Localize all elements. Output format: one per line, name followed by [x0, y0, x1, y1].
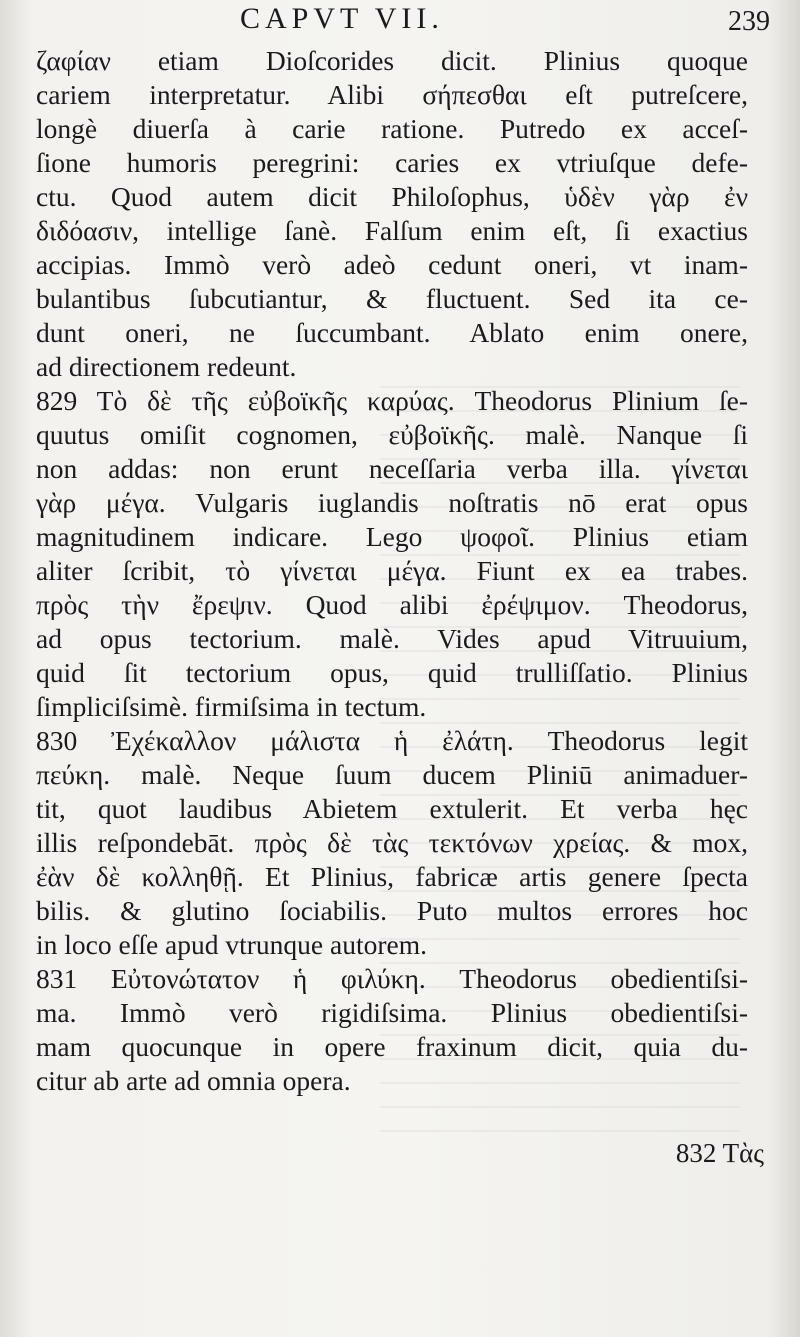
text-line: ἐὰν δὲ κολληθῇ. Et Plinius, fabricæ artis genere ſpecta — [36, 861, 748, 892]
text-line: πεύκη. malè. Neque ſuum ducem Pliniū animaduer- — [36, 759, 748, 790]
text-line: non addas: non erunt neceſſaria verba illa. γίνεται — [36, 453, 748, 484]
text-line: magnitudinem indicare. Lego ψοφοῖ. Plinius etiam — [36, 521, 748, 552]
text-line: cariem interpretatur. Alibi σήπεσθαι eſt putreſcere, — [36, 79, 748, 110]
text-line: citur ab arte ad omnia opera. — [36, 1065, 351, 1096]
text-line: ctu. Quod autem dicit Philoſophus, ὑδὲν γὰρ ἐν — [36, 181, 748, 212]
text-line: mam quocunque in opere fraxinum dicit, quia du- — [36, 1031, 748, 1062]
text-line: accipias. Immò verò adeò cedunt oneri, vt inam- — [36, 249, 748, 280]
text-line: ad opus tectorium. malè. Vides apud Vitruuium, — [36, 623, 748, 654]
text-line: 830 Ἐχέκαλλον μάλιστα ἡ ἐλάτη. Theodorus legit — [36, 725, 748, 756]
text-line: ad directionem redeunt. — [36, 351, 297, 382]
text-line: ſimpliciſsimè. firmiſsima in tectum. — [36, 691, 427, 722]
text-line: bilis. & glutino ſociabilis. Puto multos errores hoc — [36, 895, 748, 926]
text-line: ſione humoris peregrini: caries ex vtriuſque defe- — [36, 147, 748, 178]
running-title: CAPVT VII. — [240, 2, 444, 35]
text-line: aliter ſcribit, τὸ γίνεται μέγα. Fiunt ex ea trabes. — [36, 555, 748, 586]
page-number: 239 — [728, 6, 770, 37]
catchword: 832 Τὰς — [675, 1138, 764, 1168]
text-line: 831 Εὐτονώτατον ἡ φιλύκη. Theodorus obedientiſsi- — [36, 963, 748, 994]
text-line: bulantibus ſubcutiantur, & fluctuent. Sed ita ce- — [36, 283, 748, 314]
text-line: longè diuerſa à carie ratione. Putredo ex acceſ- — [36, 113, 748, 144]
text-line: illis reſpondebāt. πρὸς δὲ τὰς τεκτόνων χρείας. & mox, — [36, 827, 748, 858]
body-text — [36, 44, 748, 1098]
text-line: ζαφίαν etiam Dioſcorides dicit. Plinius quoque — [36, 45, 748, 76]
text-line: ma. Immò verò rigidiſsima. Plinius obedientiſsi- — [36, 997, 748, 1028]
text-line: quid ſit tectorium opus, quid trulliſſatio. Plinius — [36, 657, 748, 688]
running-head — [0, 2, 800, 42]
text-line: γὰρ μέγα. Vulgaris iuglandis noſtratis nō erat opus — [36, 487, 748, 518]
text-line: πρὸς τὴν ἔρεψιν. Quod alibi ἐρέψιμον. Theodorus, — [36, 589, 748, 620]
text-line: quutus omiſit cognomen, εὐβοϊκῆς. malè. Nanque ſi — [36, 419, 748, 450]
text-line: tit, quot laudibus Abietem extulerit. Et verba hęc — [36, 793, 748, 824]
text-line: διδόασιν, intellige ſanè. Falſum enim eſt, ſi exactius — [36, 215, 748, 246]
text-line: dunt oneri, ne ſuccumbant. Ablato enim onere, — [36, 317, 748, 348]
text-line: 829 Τὸ δὲ τῆς εὐβοϊκῆς καρύας. Theodorus Plinium ſe- — [36, 385, 748, 416]
text-line: in loco eſſe apud vtrunque autorem. — [36, 929, 427, 960]
